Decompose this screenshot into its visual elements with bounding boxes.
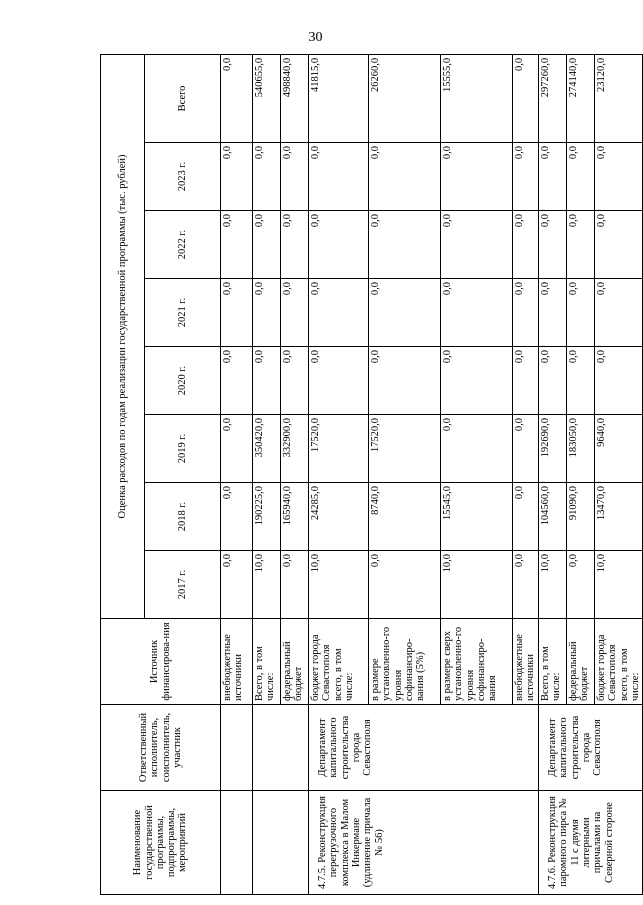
year-value-cell: 0,0: [309, 279, 369, 347]
header-source: Источник финансирова-ния: [101, 619, 221, 705]
executor-cell: [253, 705, 309, 791]
total-value-cell: 41815,0: [309, 54, 369, 142]
year-value-cell: 0,0: [539, 279, 567, 347]
year-value-cell: 165940,0: [281, 483, 309, 551]
year-value-cell: 332900,0: [281, 415, 309, 483]
header-year: 2019 г.: [145, 415, 221, 483]
funding-source-cell: в размере сверх установленно-го уровня софинансиро-вания: [441, 619, 513, 705]
year-value-cell: 0,0: [567, 347, 595, 415]
table-header: [101, 54, 221, 894]
year-value-cell: 0,0: [221, 279, 253, 347]
year-value-cell: 0,0: [309, 143, 369, 211]
year-value-cell: 13470,0: [595, 483, 643, 551]
year-value-cell: 0,0: [281, 347, 309, 415]
year-value-cell: 0,0: [309, 211, 369, 279]
table-row: [221, 54, 253, 894]
total-value-cell: 274140,0: [567, 54, 595, 142]
total-value-cell: 297260,0: [539, 54, 567, 142]
year-value-cell: 183050,0: [567, 415, 595, 483]
year-value-cell: 0,0: [441, 211, 513, 279]
header-year: 2020 г.: [145, 347, 221, 415]
year-value-cell: 190225,0: [253, 483, 281, 551]
measure-name-cell: 4.7.6. Реконструкция паромного пирса № 11 с двумя литерными причалами на Северной стороне: [539, 791, 643, 895]
measure-name-cell: [221, 791, 253, 895]
year-value-cell: 0,0: [369, 143, 441, 211]
year-value-cell: 0,0: [253, 143, 281, 211]
year-value-cell: 0,0: [281, 279, 309, 347]
year-value-cell: 0,0: [309, 347, 369, 415]
table-row: [253, 54, 281, 894]
year-value-cell: 0,0: [221, 551, 253, 619]
header-year: 2023 г.: [145, 143, 221, 211]
year-value-cell: 24285,0: [309, 483, 369, 551]
funding-source-cell: федеральный бюджет: [281, 619, 309, 705]
year-value-cell: 10,0: [309, 551, 369, 619]
year-value-cell: 10,0: [539, 551, 567, 619]
funding-source-cell: внебюджетные источники: [221, 619, 253, 705]
year-value-cell: 104560,0: [539, 483, 567, 551]
header-year: 2017 г.: [145, 551, 221, 619]
header-name: Наименование государственной программы, подпрограммы, мероприятий: [101, 791, 221, 895]
year-value-cell: 0,0: [369, 211, 441, 279]
year-value-cell: 0,0: [539, 143, 567, 211]
funding-source-cell: Всего, в том числе:: [539, 619, 567, 705]
year-value-cell: 350420,0: [253, 415, 281, 483]
year-value-cell: 0,0: [513, 211, 539, 279]
total-value-cell: 0,0: [221, 54, 253, 142]
expenses-table: [100, 54, 643, 895]
year-value-cell: 0,0: [595, 143, 643, 211]
year-value-cell: 17520,0: [309, 415, 369, 483]
table-row: [309, 54, 369, 894]
year-value-cell: 0,0: [369, 347, 441, 415]
measure-name-cell: 4.7.5. Реконструкция перегрузочного комплекса в Малом Инкермане (удлинение причала № 56): [309, 791, 539, 895]
executor-cell: Департамент капитального строительства города Севастополя: [309, 705, 539, 791]
total-value-cell: 540655,0: [253, 54, 281, 142]
year-value-cell: 0,0: [369, 279, 441, 347]
year-value-cell: 0,0: [441, 347, 513, 415]
year-value-cell: 0,0: [595, 211, 643, 279]
year-value-cell: 91090,0: [567, 483, 595, 551]
executor-cell: [221, 705, 253, 791]
year-value-cell: 0,0: [539, 211, 567, 279]
executor-cell: Департамент капитального строительства города Севастополя: [539, 705, 643, 791]
total-value-cell: 23120,0: [595, 54, 643, 142]
year-value-cell: 192690,0: [539, 415, 567, 483]
year-value-cell: 0,0: [221, 211, 253, 279]
total-value-cell: 15555,0: [441, 54, 513, 142]
header-year: 2022 г.: [145, 211, 221, 279]
year-value-cell: 15545,0: [441, 483, 513, 551]
year-value-cell: 0,0: [221, 143, 253, 211]
year-value-cell: 0,0: [567, 211, 595, 279]
year-value-cell: 0,0: [567, 279, 595, 347]
year-value-cell: 0,0: [281, 143, 309, 211]
year-value-cell: 0,0: [281, 211, 309, 279]
funding-source-cell: в размере установленно-го уровня софинансиро-вания (5%): [369, 619, 441, 705]
year-value-cell: 9640,0: [595, 415, 643, 483]
year-value-cell: 0,0: [441, 279, 513, 347]
year-value-cell: 0,0: [513, 143, 539, 211]
funding-source-cell: внебюджетные источники: [513, 619, 539, 705]
year-value-cell: 0,0: [513, 483, 539, 551]
year-value-cell: 0,0: [441, 143, 513, 211]
total-value-cell: 26260,0: [369, 54, 441, 142]
header-total: Всего: [145, 54, 221, 142]
table-body: [221, 54, 643, 894]
header-year: 2018 г.: [145, 483, 221, 551]
year-value-cell: 0,0: [281, 551, 309, 619]
funding-source-cell: федеральный бюджет: [567, 619, 595, 705]
year-value-cell: 10,0: [595, 551, 643, 619]
year-value-cell: 0,0: [221, 347, 253, 415]
year-value-cell: 0,0: [567, 143, 595, 211]
funding-source-cell: бюджет города Севастополя всего, в том числе:: [309, 619, 369, 705]
year-value-cell: 0,0: [253, 211, 281, 279]
year-value-cell: 8740,0: [369, 483, 441, 551]
total-value-cell: 498840,0: [281, 54, 309, 142]
year-value-cell: 0,0: [513, 415, 539, 483]
year-value-cell: 10,0: [441, 551, 513, 619]
year-value-cell: 0,0: [369, 551, 441, 619]
year-value-cell: 0,0: [539, 347, 567, 415]
page-number: 30: [308, 30, 323, 45]
year-value-cell: 10,0: [253, 551, 281, 619]
header-estimate: Оценка расходов по годам реализации государственной программы (тыс. рублей): [101, 54, 145, 618]
year-value-cell: 0,0: [567, 551, 595, 619]
header-year: 2021 г.: [145, 279, 221, 347]
year-value-cell: 17520,0: [369, 415, 441, 483]
year-value-cell: 0,0: [221, 483, 253, 551]
funding-source-cell: бюджет города Севастополя всего, в том числе:: [595, 619, 643, 705]
year-value-cell: 0,0: [253, 279, 281, 347]
year-value-cell: 0,0: [513, 551, 539, 619]
year-value-cell: 0,0: [221, 415, 253, 483]
year-value-cell: 0,0: [595, 279, 643, 347]
header-executor: Ответственный исполнитель, соисполнитель, участник: [101, 705, 221, 791]
table-row: [539, 54, 567, 894]
rotated-table-container: [100, 55, 641, 895]
measure-name-cell: [253, 791, 309, 895]
year-value-cell: 0,0: [513, 347, 539, 415]
year-value-cell: 0,0: [253, 347, 281, 415]
funding-source-cell: Всего, в том числе:: [253, 619, 281, 705]
year-value-cell: 0,0: [441, 415, 513, 483]
year-value-cell: 0,0: [595, 347, 643, 415]
total-value-cell: 0,0: [513, 54, 539, 142]
year-value-cell: 0,0: [513, 279, 539, 347]
